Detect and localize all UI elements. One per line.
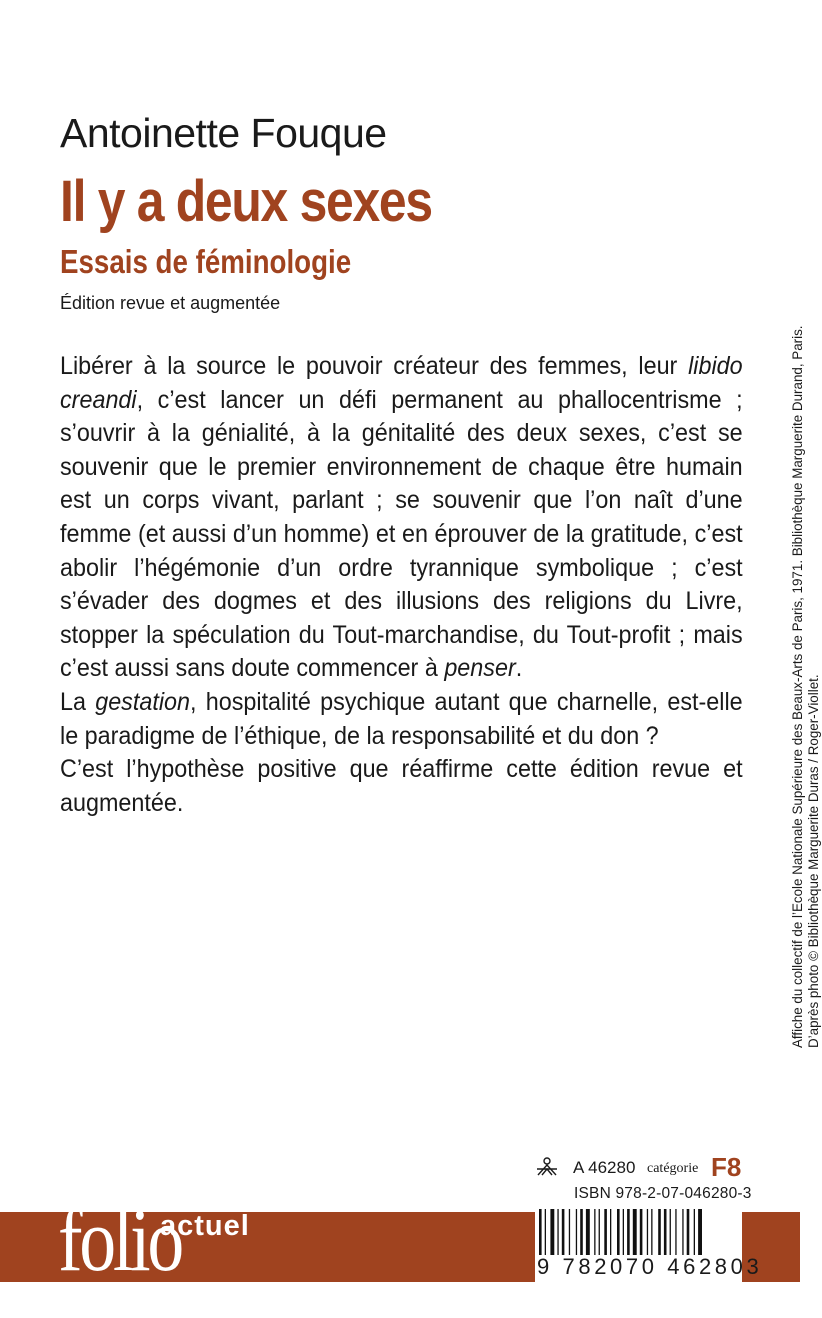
catalog-row	[535, 1152, 742, 1182]
category-label: catégorie	[647, 1161, 699, 1176]
barcode-area	[535, 1206, 763, 1284]
barcode-bar	[599, 1209, 600, 1255]
book-title: Il y a deux sexes	[60, 169, 432, 234]
back-cover-blurb	[60, 350, 743, 820]
barcode-bar	[545, 1209, 546, 1255]
barcode-bar	[617, 1209, 620, 1255]
barcode-bar	[550, 1209, 554, 1255]
barcode	[539, 1209, 739, 1255]
barcode-bar	[586, 1209, 590, 1255]
barcode-bar	[580, 1209, 583, 1255]
barcode-bar	[651, 1209, 652, 1255]
publisher-seal-icon	[535, 1157, 559, 1177]
blurb-paragraph-3: C’est l’hypothèse positive que réaffirme cette édition revue et augmentée.	[60, 755, 743, 817]
barcode-bar	[569, 1209, 570, 1255]
book-subtitle: Essais de féminologie	[60, 243, 352, 280]
folio-logo: folio	[58, 1191, 181, 1290]
edition-note: Édition revue et augmentée	[60, 293, 281, 313]
collection-name: actuel	[160, 1210, 250, 1242]
barcode-bar	[647, 1209, 648, 1255]
barcode-bar	[658, 1209, 661, 1255]
barcode-bar	[675, 1209, 676, 1255]
barcode-bar	[623, 1209, 624, 1255]
barcode-bar	[687, 1209, 690, 1255]
isbn-number: ISBN 978-2-07-046280-3	[574, 1185, 752, 1202]
barcode-bar	[698, 1209, 702, 1255]
barcode-bar	[670, 1209, 671, 1255]
author-name: Antoinette Fouque	[60, 110, 387, 156]
barcode-bar	[694, 1209, 695, 1255]
barcode-bar	[576, 1209, 577, 1255]
barcode-bar	[604, 1209, 607, 1255]
barcode-bar	[562, 1209, 565, 1255]
barcode-bar	[664, 1209, 667, 1255]
photo-credit-line-2: D’après photo © Bibliothèque Marguerite Duras / Roger-Viollet.	[806, 674, 821, 1048]
barcode-bar	[610, 1209, 611, 1255]
blurb-paragraph-2: La gestation, hospitalité psychique autant que charnelle, est-elle le paradigme de l’éthique, de la responsabilité et du don ?	[60, 687, 743, 750]
barcode-bar	[640, 1209, 643, 1255]
catalog-number: A 46280	[573, 1158, 636, 1177]
barcode-bar	[682, 1209, 683, 1255]
barcode-bar	[557, 1209, 558, 1255]
photo-credit	[790, 325, 822, 1048]
barcode-bar	[539, 1209, 542, 1255]
barcode-bar	[627, 1209, 630, 1255]
barcode-bar	[594, 1209, 595, 1255]
barcode-bar	[633, 1209, 637, 1255]
barcode-digits: 9 782070 462803	[537, 1254, 763, 1279]
photo-credit-line-1: Affiche du collectif de l’Ecole Nationale Supérieure des Beaux-Arts de Paris, 1971. Bibliothèque Marguerite Durand, Paris.	[790, 325, 805, 1048]
category-code: F8	[711, 1152, 742, 1182]
blurb-paragraph-1: Libérer à la source le pouvoir créateur des femmes, leur libido creandi, c’est lancer un défi permanent au phallocentrisme ; s’ouvrir à la génialité, à la génitalité des deux sexes, c’est se souvenir que le premier environnement de chaque être humain est un corps vivant, parlant ; se souvenir que l’on naît d’une femme (et aussi d’un homme) et en éprouver de la gratitude, c’est abolir l’hégémonie d’un ordre tyrannique symbolique ; c’est s’évader des dogmes et des illusions des religions du Livre, stopper la spéculation du Tout-marchandise, du Tout-profit ; mais c’est aussi sans doute commencer à penser.	[60, 352, 743, 683]
